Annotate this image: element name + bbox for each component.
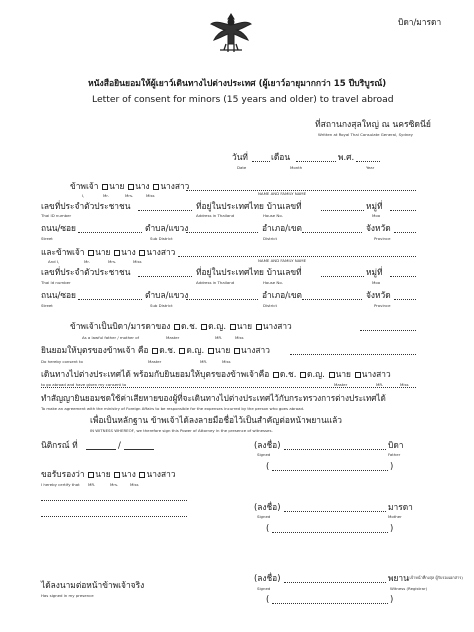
certify-name-field-2[interactable] xyxy=(41,516,187,517)
person2-miss-checkbox[interactable] xyxy=(139,250,145,256)
person1-id-label: เลขที่ประจำตัวประชาชน xyxy=(41,201,131,211)
consent1-girl-checkbox[interactable] xyxy=(201,324,207,330)
person2-district-english: District xyxy=(263,303,277,308)
person2-road-english: Street xyxy=(41,303,53,308)
consent-line2 xyxy=(41,345,270,355)
person2-intro xyxy=(41,247,175,257)
consent1-mr-checkbox[interactable] xyxy=(230,324,236,330)
person1-address-english: Address in Thailand xyxy=(196,213,235,218)
person1-subdistrict-field[interactable] xyxy=(186,232,258,233)
person1-name-hint: NAME AND FAMILY NAME xyxy=(258,191,307,196)
person2-subdistrict-field[interactable] xyxy=(186,299,258,300)
consent2-miss-checkbox[interactable] xyxy=(234,348,240,354)
person1-miss-checkbox[interactable] xyxy=(153,184,159,190)
certify-line xyxy=(41,469,176,479)
person2-miss-english: Miss xyxy=(133,259,142,264)
signed-before-label: ได้ลงนามต่อหน้าข้าพเจ้าจริง xyxy=(41,580,145,590)
consent1-master-english: Master xyxy=(166,335,180,340)
consent2-name-field[interactable] xyxy=(290,354,416,355)
witness-name-open-paren: ( xyxy=(266,594,270,604)
consent1-miss-label: นางสาว xyxy=(262,321,292,331)
person2-mr-label: นาย xyxy=(95,247,111,257)
person2-address-label: ที่อยู่ในประเทศไทย บ้านเลขที่ xyxy=(196,267,302,277)
consent2-mr-label: นาย xyxy=(214,345,231,355)
consent-line4-english: To make an agreement with the ministry of Foreign Affairs to be responsible for the expenses incurred by the person who goes abroad. xyxy=(41,406,305,411)
person2-mr-checkbox[interactable] xyxy=(88,250,94,256)
consent3-miss-label: นางสาว xyxy=(361,369,391,379)
certify-miss-english: Miss xyxy=(130,482,139,487)
person1-moo-english: Moo xyxy=(372,213,381,218)
certify-mrs-label: นาง xyxy=(121,469,136,479)
witness-sign-label: (ลงชื่อ) xyxy=(254,573,281,583)
date-year-label: พ.ศ. xyxy=(338,152,355,162)
father-signed-english: Signed xyxy=(257,452,271,457)
person1-road-field[interactable] xyxy=(78,232,142,233)
mother-name-close-paren: ) xyxy=(390,523,394,533)
consent2-miss-label: นางสาว xyxy=(240,345,270,355)
person1-house-english: House No. xyxy=(263,213,283,218)
witness-note: (เจ้าหน้าที่กงสุล ผู้รับรองเอกสาร) xyxy=(408,575,463,580)
certify-english: I hereby certify that xyxy=(41,482,80,487)
person2-mrs-label: นาง xyxy=(121,247,136,257)
consent3-master-english: Master xyxy=(334,382,348,387)
person1-address-label: ที่อยู่ในประเทศไทย บ้านเลขที่ xyxy=(196,201,302,211)
mother-signature-field[interactable] xyxy=(284,511,386,512)
consent3-girl-label: ด.ญ. xyxy=(307,369,325,379)
consent-line4: ทำสัญญายินยอมชดใช้ค่าเสียหายของผู้ที่จะเดินทางไปต่างประเทศไว้กับกระทรวงการต่างประเทศได้ xyxy=(41,393,386,403)
person1-id-english: Thai ID number xyxy=(41,213,72,218)
mother-signed-english: Signed xyxy=(257,514,271,519)
witness-name-close-paren: ) xyxy=(390,594,394,604)
certify-mr-english: MR. xyxy=(88,482,96,487)
person2-id-label: เลขที่ประจำตัวประชาชน xyxy=(41,267,131,277)
mother-english: Mother xyxy=(388,514,402,519)
consent1-master-checkbox[interactable] xyxy=(174,324,180,330)
date-month-label: เดือน xyxy=(271,152,291,162)
witness-signature-field[interactable] xyxy=(284,582,386,583)
consent3-mr-label: นาย xyxy=(335,369,351,379)
person2-mr-english: Mr. xyxy=(84,259,90,264)
person2-road-label: ถนน/ซอย xyxy=(41,290,76,300)
made-at-slash: / xyxy=(118,440,121,450)
consent1-girl-label: ด.ญ. xyxy=(208,321,227,331)
consent-line5-english: IN WITNESS WHEREOF, we therefore sign this Power of Attorney in the presence of witnesses. xyxy=(90,428,273,433)
consent2-mr-english: MR. xyxy=(200,359,208,364)
person1-i-english: I, xyxy=(82,193,85,198)
consent3-mr-checkbox[interactable] xyxy=(329,372,335,378)
person1-intro xyxy=(70,181,189,191)
person1-miss-label: นางสาว xyxy=(160,181,190,191)
person1-intro-label: ข้าพเจ้า xyxy=(70,181,99,191)
father-signature-field[interactable] xyxy=(284,449,386,450)
certify-mr-checkbox[interactable] xyxy=(88,472,94,478)
consent3-mr-english: MR. xyxy=(376,382,384,387)
date-day-english: Date xyxy=(237,165,247,170)
witness-signed-english: Signed xyxy=(257,586,271,591)
place-thai: ที่สถานกงสุลใหญ่ ณ นครซิดนีย์ xyxy=(315,120,431,130)
consent3-master-checkbox[interactable] xyxy=(273,372,279,378)
date-year-field[interactable] xyxy=(356,161,380,162)
witness-english: Witness (Registrar) xyxy=(390,586,428,591)
person1-moo-field[interactable] xyxy=(390,210,416,211)
person1-province-label: จังหวัด xyxy=(366,223,391,233)
person2-id-english: Thai Id number xyxy=(41,280,71,285)
consent1-mr-label: นาย xyxy=(236,321,253,331)
consent1-english: As a lawful father / mother of xyxy=(82,335,140,340)
title-english: Letter of consent for minors (15 years and older) to travel abroad xyxy=(92,94,394,105)
person1-house-field[interactable] xyxy=(321,210,364,211)
garuda-emblem-icon xyxy=(208,10,254,56)
person2-road-field[interactable] xyxy=(78,299,142,300)
person2-province-label: จังหวัด xyxy=(366,290,391,300)
person1-mrs-checkbox[interactable] xyxy=(128,184,134,190)
consent1-miss-english: Miss xyxy=(235,335,244,340)
certify-miss-checkbox[interactable] xyxy=(139,472,145,478)
date-month-field[interactable] xyxy=(296,161,336,162)
person1-miss-english: Miss xyxy=(146,193,155,198)
father-name-close-paren: ) xyxy=(390,461,394,471)
person2-id-field[interactable] xyxy=(138,276,192,277)
place-english: Written at Royal Thai Consulate General, Sydney xyxy=(318,132,413,137)
consent1-name-field[interactable] xyxy=(360,330,416,331)
consent3-miss-checkbox[interactable] xyxy=(355,372,361,378)
witness-printed-name-field[interactable] xyxy=(272,603,388,604)
person2-district-field[interactable] xyxy=(302,299,362,300)
person1-id-field[interactable] xyxy=(138,210,192,211)
consent-line5: เพื่อเป็นหลักฐาน ข้าพเจ้าได้ลงลายมือชื่อไว้เป็นสำคัญต่อหน้าพยานแล้ว xyxy=(90,415,342,425)
father-sign-label: (ลงชื่อ) xyxy=(254,440,281,450)
consent3-girl-checkbox[interactable] xyxy=(300,372,306,378)
made-at-year-field[interactable] xyxy=(124,449,154,450)
made-at-label: นิติกรณ์ ที่ xyxy=(41,440,78,450)
person2-moo-field[interactable] xyxy=(390,276,416,277)
date-month-english: Month xyxy=(290,165,303,170)
person2-name-hint: NAME AND FAMILY NAME xyxy=(258,258,307,263)
person1-moo-label: หมู่ที่ xyxy=(366,201,383,211)
corner-label: บิดา/มารดา xyxy=(398,17,442,27)
consent-line3 xyxy=(41,369,391,379)
person2-house-field[interactable] xyxy=(321,276,364,277)
certify-mr-label: นาย xyxy=(95,469,111,479)
person2-subdistrict-label: ตำบล/แขวง xyxy=(145,290,189,300)
title-thai: หนังสือยินยอมให้ผู้เยาว์เดินทางไปต่างประเทศ (ผู้เยาว์อายุมากกว่า 15 ปีบริบูรณ์) xyxy=(88,79,387,89)
mother-printed-name-field[interactable] xyxy=(272,532,388,533)
consent2-miss-english: Miss xyxy=(222,359,231,364)
consent2-english: Do hereby consent to xyxy=(41,359,83,364)
person2-moo-english: Moo xyxy=(372,280,381,285)
person2-province-english: Province xyxy=(374,303,391,308)
person2-miss-label: นางสาว xyxy=(146,247,176,257)
consent3-english: to go abroad and have given my consent to xyxy=(41,382,127,387)
person2-house-english: House No. xyxy=(263,280,283,285)
certify-mrs-english: Mrs. xyxy=(110,482,119,487)
witness-label: พยาน xyxy=(388,573,409,583)
person2-intro-label: และข้าพเจ้า xyxy=(41,247,85,257)
person1-mrs-label: นาง xyxy=(135,181,150,191)
person2-province-field[interactable] xyxy=(394,299,416,300)
consent2-master-label: ด.ช. xyxy=(159,345,176,355)
consent-line1-text: ข้าพเจ้าเป็นบิดา/มารดาของ xyxy=(70,321,171,331)
person1-district-english: District xyxy=(263,236,277,241)
mother-label: มารดา xyxy=(388,502,413,512)
consent2-mr-checkbox[interactable] xyxy=(208,348,214,354)
consent2-girl-checkbox[interactable] xyxy=(179,348,185,354)
consent2-girl-label: ด.ญ. xyxy=(186,345,205,355)
consent-line3-text: เดินทางไปต่างประเทศได้ พร้อมกับยินยอมให้บุตรของข้าพเจ้าคือ xyxy=(41,369,270,379)
signed-before-english: Has signed in my presence xyxy=(41,593,94,598)
father-english: Father xyxy=(388,452,401,457)
certify-name-field-1[interactable] xyxy=(41,500,187,501)
consent-line2-text: ยินยอมให้บุตรของข้าพเจ้า คือ xyxy=(41,345,149,355)
consent3-master-label: ด.ช. xyxy=(279,369,297,379)
person1-mr-english: Mr. xyxy=(103,193,109,198)
consent1-mr-english: MR. xyxy=(215,335,223,340)
date-day-label: วันที่ xyxy=(232,152,248,162)
consent1-master-label: ด.ช. xyxy=(180,321,198,331)
person2-subdistrict-english: Sub District xyxy=(150,303,173,308)
person1-mr-checkbox[interactable] xyxy=(102,184,108,190)
consent3-name-field[interactable] xyxy=(41,387,416,388)
consent1-miss-checkbox[interactable] xyxy=(256,324,262,330)
person2-mrs-english: Mrs. xyxy=(108,259,117,264)
person2-address-english: Address in Thailand xyxy=(196,280,235,285)
person2-name-field[interactable] xyxy=(178,256,416,257)
date-year-english: Year xyxy=(366,165,375,170)
person2-mrs-checkbox[interactable] xyxy=(114,250,120,256)
person1-district-field[interactable] xyxy=(302,232,362,233)
person1-subdistrict-english: Sub District xyxy=(150,236,173,241)
father-printed-name-field[interactable] xyxy=(272,470,388,471)
father-name-open-paren: ( xyxy=(266,461,270,471)
person1-mr-label: นาย xyxy=(109,181,125,191)
person2-moo-label: หมู่ที่ xyxy=(366,267,383,277)
mother-name-open-paren: ( xyxy=(266,523,270,533)
consent-line1 xyxy=(70,321,292,331)
person1-road-english: Street xyxy=(41,236,53,241)
mother-sign-label: (ลงชื่อ) xyxy=(254,502,281,512)
person2-and-english: And I, xyxy=(48,259,60,264)
certify-miss-label: นางสาว xyxy=(146,469,176,479)
person1-province-english: Province xyxy=(374,236,391,241)
consent3-miss-english: Miss xyxy=(400,382,409,387)
person1-district-label: อำเภอ/เขต xyxy=(262,223,302,233)
father-label: บิดา xyxy=(388,440,404,450)
made-at-number-field[interactable] xyxy=(86,449,116,450)
certify-mrs-checkbox[interactable] xyxy=(114,472,120,478)
consent2-master-english: Master xyxy=(148,359,162,364)
person1-subdistrict-label: ตำบล/แขวง xyxy=(145,223,189,233)
person1-mrs-english: Mrs. xyxy=(125,193,134,198)
person2-district-label: อำเภอ/เขต xyxy=(262,290,302,300)
date-day-field[interactable] xyxy=(252,161,270,162)
person1-road-label: ถนน/ซอย xyxy=(41,223,76,233)
consent2-master-checkbox[interactable] xyxy=(152,348,158,354)
certify-text: ขอรับรองว่า xyxy=(41,469,85,479)
person1-province-field[interactable] xyxy=(394,232,416,233)
